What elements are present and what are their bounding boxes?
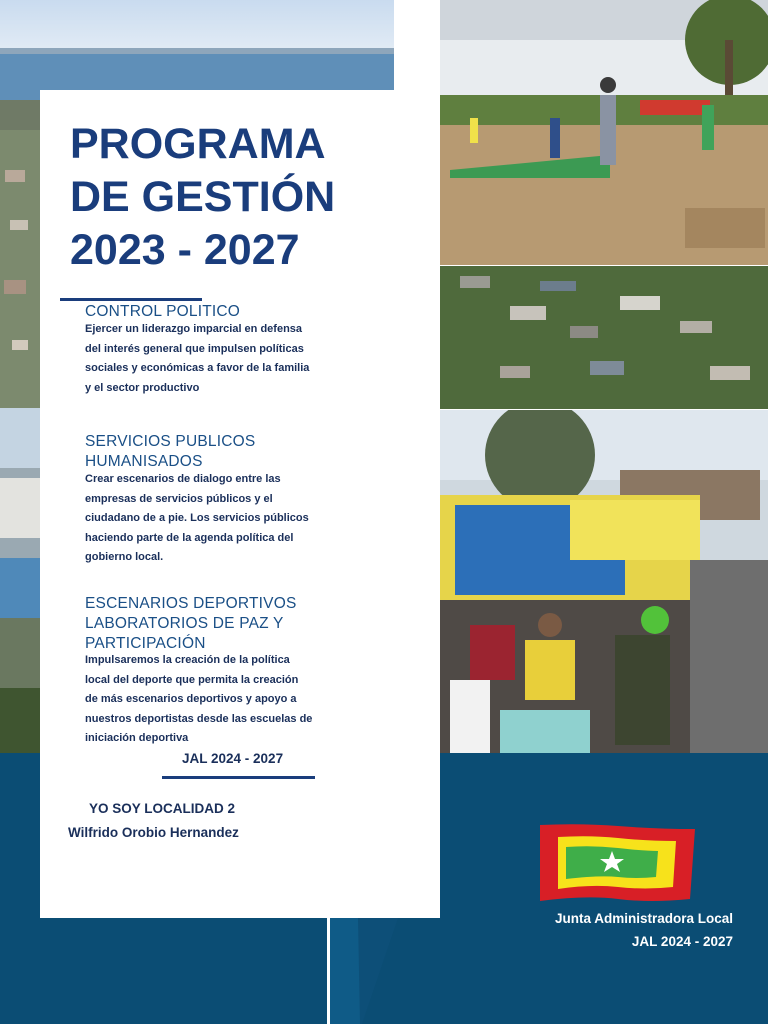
body-line: Crear escenarios de dialogo entre las <box>85 473 281 485</box>
body-line: iniciación deportiva <box>85 732 189 744</box>
body-line: nuestros deportistas desde las escuelas de <box>85 712 313 725</box>
organization-name: Junta Administradora Local <box>554 911 733 926</box>
author-name: Wilfrido Orobio Hernandez <box>68 825 239 840</box>
heading-line: HUMANISADOS <box>85 453 203 470</box>
heading-line: ESCENARIOS DEPORTIVOS <box>85 595 297 612</box>
footer-divider <box>162 776 315 779</box>
body-line: y el sector productivo <box>85 381 200 394</box>
body-line: local del deporte que permita la creación <box>85 673 299 686</box>
body-line: sociales y económicas a favor de la familia <box>85 362 310 374</box>
jal-period-label: JAL 2024 - 2027 <box>182 751 284 766</box>
title-line: 2023 - 2027 <box>70 226 300 274</box>
title-line: DE GESTIÓN <box>70 173 336 221</box>
people-street-left-photo <box>0 408 40 753</box>
baseball-game-photo <box>440 0 768 265</box>
body-line: del interés general que impulsen políticas <box>85 342 304 355</box>
heading-line: PARTICIPACIÓN <box>85 635 206 652</box>
body-line: de más escenarios deportivos y apoyo a <box>85 693 297 705</box>
heading-line: SERVICIOS PUBLICOS <box>85 433 256 450</box>
section-divider <box>60 298 202 301</box>
organization-period: JAL 2024 - 2027 <box>631 934 733 949</box>
neighborhood-aerial-photo <box>440 266 768 409</box>
heading-line: CONTROL POLITICO <box>85 303 241 320</box>
body-line: Ejercer un liderazgo imparcial en defensa <box>85 323 303 335</box>
bus-crowd-street-photo <box>440 410 768 753</box>
body-line: empresas de servicios públicos y el <box>85 492 273 505</box>
body-line: Impulsaremos la creación de la política <box>85 654 290 666</box>
cartagena-flag <box>540 823 695 903</box>
slogan: YO SOY LOCALIDAD 2 <box>89 801 236 816</box>
section-body-servicios-publicos <box>85 470 317 568</box>
title-line: PROGRAMA <box>70 120 326 168</box>
section-body-control-politico <box>85 320 317 398</box>
body-line: haciendo parte de la agenda política del <box>85 531 294 544</box>
section-heading-escenarios-deportivos <box>85 594 297 654</box>
body-line: ciudadano de a pie. Los servicios públicos <box>85 512 309 524</box>
section-heading-servicios-publicos <box>85 432 255 472</box>
body-line: gobierno local. <box>85 551 164 563</box>
section-body-escenarios-deportivos <box>85 651 317 749</box>
section-heading-control-politico <box>85 302 240 322</box>
content-card-extension <box>397 304 440 918</box>
document-title <box>70 118 390 277</box>
heading-line: LABORATORIOS DE PAZ Y <box>85 615 284 632</box>
